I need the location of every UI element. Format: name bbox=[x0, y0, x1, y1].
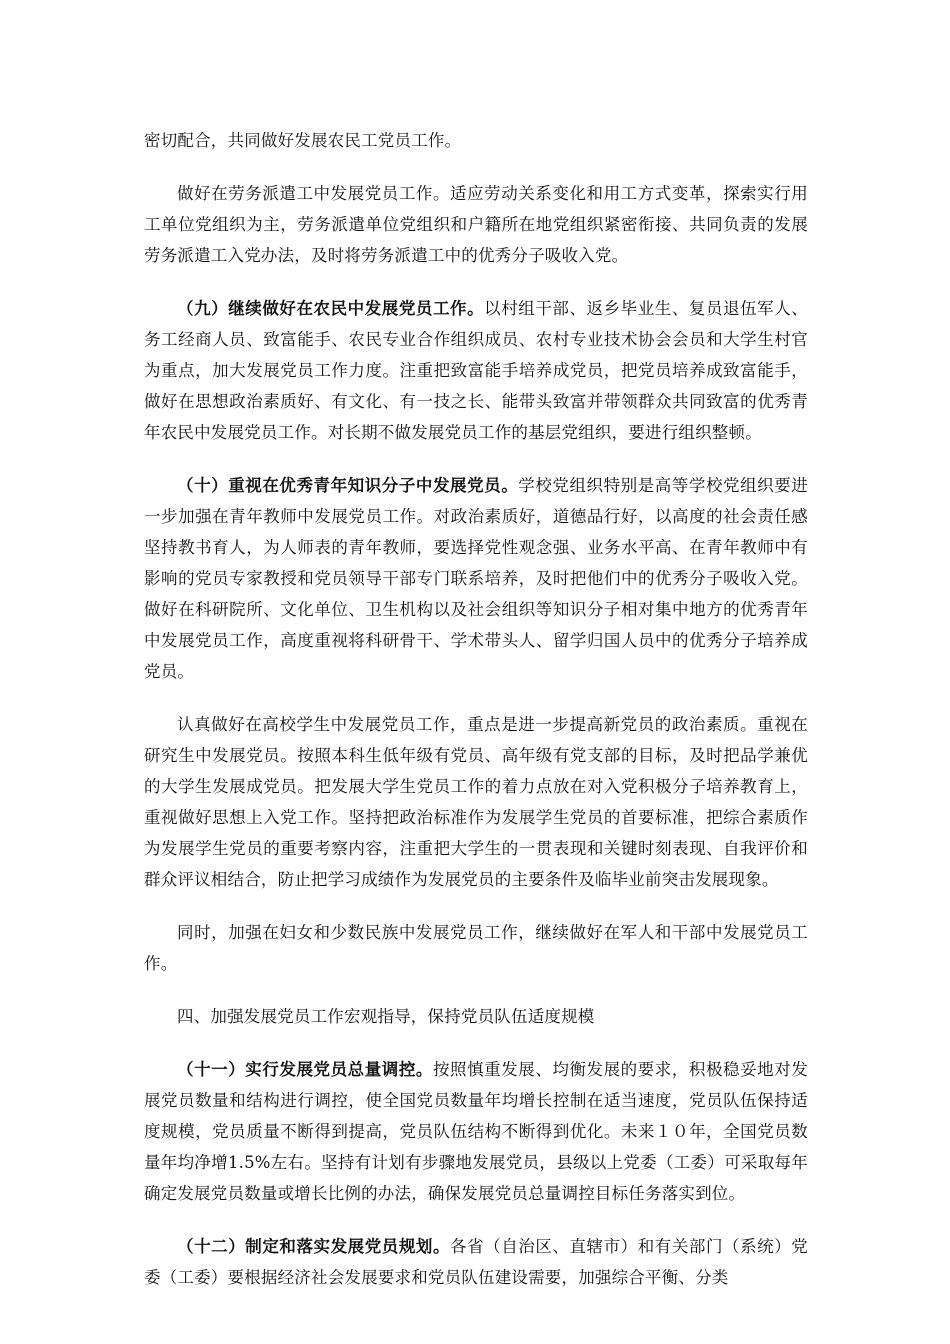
paragraph-3 bbox=[144, 293, 808, 448]
paragraph-9 bbox=[144, 1231, 808, 1293]
section-heading: （十）重视在优秀青年知识分子中发展党员。 bbox=[177, 476, 519, 495]
paragraph-text: 认真做好在高校学生中发展党员工作，重点是进一步提高新党员的政治素质。重视在研究生中发展党员。按照本科生低年级有党员、高年级有党支部的目标，及时把品学兼优的大学生发展成党员。把发展大学生党员工作的着力点放在对入党积极分子培养教育上，重视做好思想上入党工作。坚持把政治标准作为发展学生党员的首要标准，把综合素质作为发展学生党员的重要考察内容，注重把大学生的一贯表现和关键时刻表现、自我评价和群众评议相结合，防止把学习成绩作为发展党员的主要条件及临毕业前突击发展现象。 bbox=[144, 715, 808, 889]
section-heading: （十一）实行发展党员总量调控。 bbox=[177, 1060, 433, 1079]
document-body bbox=[144, 125, 808, 1293]
paragraph-gap bbox=[144, 1209, 808, 1231]
paragraph-text: 学校党组织特别是高等学校党组织要进一步加强在青年教师中发展党员工作。对政治素质好，道德品行好，以高度的社会责任感坚持教书育人，为人师表的青年教师，要选择党性观念强、业务水平高、在青年教师中有影响的党员专家教授和党员领导干部专门联系培养，及时把他们中的优秀分子吸收入党。做好在科研院所、文化单位、卫生机构以及社会组织等知识分子相对集中地方的优秀青年中发展党员工作，高度重视将科研骨干、学术带头人、留学归国人员中的优秀分子培养成党员。 bbox=[144, 476, 809, 681]
paragraph-text: 做好在劳务派遣工中发展党员工作。适应劳动关系变化和用工方式变革，探索实行用工单位党组织为主，劳务派遣单位党组织和户籍所在地党组织紧密衔接、共同负责的发展劳务派遣工入党办法，及时将劳务派遣工中的优秀分子吸收入党。 bbox=[144, 184, 808, 265]
chapter-heading bbox=[144, 1001, 808, 1032]
paragraph-5 bbox=[144, 709, 808, 895]
paragraph-1 bbox=[144, 125, 808, 156]
paragraph-gap bbox=[144, 1032, 808, 1054]
paragraph-text: 同时，加强在妇女和少数民族中发展党员工作，继续做好在军人和干部中发展党员工作。 bbox=[144, 923, 808, 973]
paragraph-6 bbox=[144, 917, 808, 979]
paragraph-4 bbox=[144, 470, 808, 687]
paragraph-text: 按照慎重发展、均衡发展的要求，积极稳妥地对发展党员数量和结构进行调控，使全国党员数量年均增长控制在适当速度，党员队伍保持适度规模，党员质量不断得到提高，党员队伍结构不断得到优化。未来１０年，全国党员数量年均净增1.5%左右。坚持有计划有步骤地发展党员，县级以上党委（工委）可采取每年确定发展党员数量或增长比例的办法，确保发展党员总量调控目标任务落实到位。 bbox=[144, 1060, 809, 1203]
section-heading: （九）继续做好在农民中发展党员工作。 bbox=[177, 299, 485, 318]
paragraph-text: 以村组干部、返乡毕业生、复员退伍军人、务工经商人员、致富能手、农民专业合作组织成员、农村专业技术协会会员和大学生村官为重点，加大发展党员工作力度。注重把致富能手培养成党员，把党员培养成致富能手，做好在思想政治素质好、有文化、有一技之长、能带头致富并带领群众共同致富的优秀青年农民中发展党员工作。对长期不做发展党员工作的基层党组织，要进行组织整顿。 bbox=[144, 299, 808, 442]
paragraph-8 bbox=[144, 1054, 808, 1209]
paragraph-gap bbox=[144, 156, 808, 178]
paragraph-gap bbox=[144, 271, 808, 293]
paragraph-2 bbox=[144, 178, 808, 271]
paragraph-text: 各省（自治区、直辖市）和有关部门（系统）党委（工委）要根据经济社会发展要求和党员队伍建设需要，加强综合平衡、分类 bbox=[144, 1237, 809, 1287]
section-heading: （十二）制定和落实发展党员规划。 bbox=[177, 1237, 451, 1256]
paragraph-gap bbox=[144, 895, 808, 917]
paragraph-gap bbox=[144, 979, 808, 1001]
paragraph-text: 密切配合，共同做好发展农民工党员工作。 bbox=[144, 131, 462, 150]
paragraph-gap bbox=[144, 687, 808, 709]
chapter-heading-text: 四、加强发展党员工作宏观指导，保持党员队伍适度规模 bbox=[177, 1007, 595, 1026]
paragraph-gap bbox=[144, 448, 808, 470]
